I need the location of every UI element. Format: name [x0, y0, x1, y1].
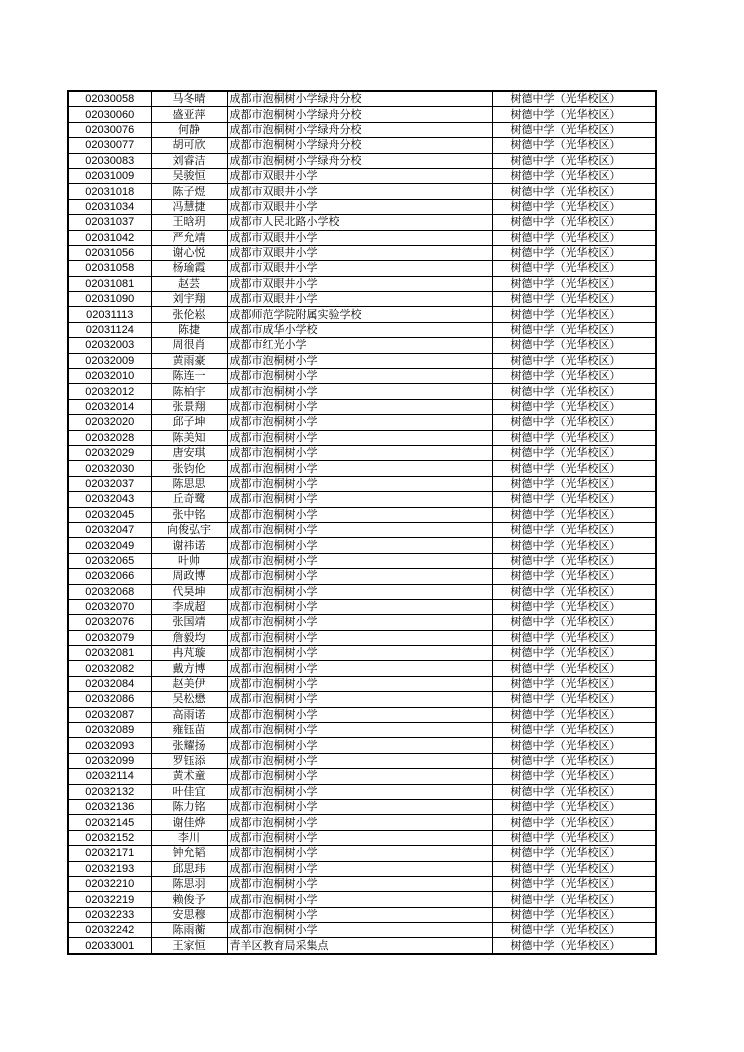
- table-row: [68, 338, 656, 353]
- destination-school-cell: 树德中学（光华校区）: [492, 230, 656, 245]
- destination-school-cell: 树德中学（光华校区）: [492, 553, 656, 568]
- destination-school-cell: 树德中学（光华校区）: [492, 876, 656, 891]
- student-name-cell: 戴方博: [151, 661, 227, 676]
- student-id-cell: 02032076: [68, 615, 151, 630]
- student-id-cell: 02032219: [68, 892, 151, 907]
- school-cell: 成都市泡桐树小学: [227, 415, 492, 430]
- destination-school-cell: 树德中学（光华校区）: [492, 322, 656, 337]
- destination-school-cell: 树德中学（光华校区）: [492, 369, 656, 384]
- destination-school-cell: 树德中学（光华校区）: [492, 738, 656, 753]
- table-row: [68, 584, 656, 599]
- destination-school-cell: 树德中学（光华校区）: [492, 138, 656, 153]
- student-id-cell: 02032086: [68, 692, 151, 707]
- school-cell: 成都市泡桐树小学: [227, 861, 492, 876]
- student-name-cell: 吴骏恒: [151, 168, 227, 183]
- student-id-cell: 02030077: [68, 138, 151, 153]
- student-name-cell: 邱子坤: [151, 415, 227, 430]
- destination-school-cell: 树德中学（光华校区）: [492, 799, 656, 814]
- school-cell: 成都市泡桐树小学: [227, 907, 492, 922]
- student-name-cell: 谢祎诺: [151, 538, 227, 553]
- student-name-cell: 冯慧捷: [151, 199, 227, 214]
- table-row: [68, 215, 656, 230]
- student-name-cell: 陈思羽: [151, 876, 227, 891]
- student-name-cell: 罗钰添: [151, 753, 227, 768]
- school-cell: 青羊区教育局采集点: [227, 938, 492, 954]
- destination-school-cell: 树德中学（光华校区）: [492, 476, 656, 491]
- student-id-cell: 02031009: [68, 168, 151, 183]
- table-row: [68, 553, 656, 568]
- school-cell: 成都市人民北路小学校: [227, 215, 492, 230]
- table-row: [68, 399, 656, 414]
- student-name-cell: 杨瑜霞: [151, 261, 227, 276]
- table-row: [68, 461, 656, 476]
- school-cell: 成都市泡桐树小学: [227, 538, 492, 553]
- student-id-cell: 02032068: [68, 584, 151, 599]
- destination-school-cell: 树德中学（光华校区）: [492, 569, 656, 584]
- student-id-cell: 02032012: [68, 384, 151, 399]
- destination-school-cell: 树德中学（光华校区）: [492, 307, 656, 322]
- school-cell: 成都市泡桐树小学: [227, 646, 492, 661]
- school-cell: 成都市双眼井小学: [227, 168, 492, 183]
- student-id-cell: 02031042: [68, 230, 151, 245]
- student-name-cell: 王晗玥: [151, 215, 227, 230]
- table-row: [68, 522, 656, 537]
- table-row: [68, 292, 656, 307]
- destination-school-cell: 树德中学（光华校区）: [492, 338, 656, 353]
- student-name-cell: 陈雨蘅: [151, 923, 227, 938]
- table-row: [68, 430, 656, 445]
- student-name-cell: 刘宇翔: [151, 292, 227, 307]
- student-name-cell: 马冬晴: [151, 91, 227, 107]
- student-name-cell: 张景翔: [151, 399, 227, 414]
- destination-school-cell: 树德中学（光华校区）: [492, 707, 656, 722]
- student-name-cell: 赵芸: [151, 276, 227, 291]
- student-name-cell: 陈子煜: [151, 184, 227, 199]
- student-name-cell: 陈力铭: [151, 799, 227, 814]
- student-id-cell: 02032210: [68, 876, 151, 891]
- student-id-cell: 02031124: [68, 322, 151, 337]
- destination-school-cell: 树德中学（光华校区）: [492, 615, 656, 630]
- destination-school-cell: 树德中学（光华校区）: [492, 676, 656, 691]
- destination-school-cell: 树德中学（光华校区）: [492, 538, 656, 553]
- table-row: [68, 723, 656, 738]
- student-name-cell: 邱思玮: [151, 861, 227, 876]
- school-cell: 成都市泡桐树小学: [227, 599, 492, 614]
- student-id-cell: 02032145: [68, 815, 151, 830]
- school-cell: 成都市泡桐树小学: [227, 522, 492, 537]
- student-id-cell: 02031037: [68, 215, 151, 230]
- table-row: [68, 122, 656, 137]
- destination-school-cell: 树德中学（光华校区）: [492, 107, 656, 122]
- destination-school-cell: 树德中学（光华校区）: [492, 168, 656, 183]
- student-id-cell: 02032242: [68, 923, 151, 938]
- table-row: [68, 276, 656, 291]
- destination-school-cell: 树德中学（光华校区）: [492, 215, 656, 230]
- table-row: [68, 907, 656, 922]
- school-cell: 成都市双眼井小学: [227, 199, 492, 214]
- student-name-cell: 冉芃璇: [151, 646, 227, 661]
- student-id-cell: 02030058: [68, 91, 151, 107]
- student-id-cell: 02030083: [68, 153, 151, 168]
- student-name-cell: 盛亚萍: [151, 107, 227, 122]
- student-id-cell: 02032082: [68, 661, 151, 676]
- table-row: [68, 107, 656, 122]
- student-id-cell: 02031018: [68, 184, 151, 199]
- student-name-cell: 胡可欣: [151, 138, 227, 153]
- student-id-cell: 02032010: [68, 369, 151, 384]
- table-row: [68, 830, 656, 845]
- school-cell: 成都市泡桐树小学: [227, 445, 492, 460]
- school-cell: 成都市泡桐树小学: [227, 615, 492, 630]
- student-name-cell: 陈捷: [151, 322, 227, 337]
- table-row: [68, 168, 656, 183]
- student-name-cell: 叶帅: [151, 553, 227, 568]
- roster-body: [68, 91, 656, 954]
- student-id-cell: 02032066: [68, 569, 151, 584]
- table-row: [68, 138, 656, 153]
- school-cell: 成都市泡桐树小学: [227, 846, 492, 861]
- destination-school-cell: 树德中学（光华校区）: [492, 861, 656, 876]
- student-id-cell: 02030076: [68, 122, 151, 137]
- destination-school-cell: 树德中学（光华校区）: [492, 630, 656, 645]
- school-cell: 成都市泡桐树小学: [227, 707, 492, 722]
- student-name-cell: 陈思思: [151, 476, 227, 491]
- school-cell: 成都市泡桐树小学: [227, 430, 492, 445]
- student-name-cell: 黄雨豪: [151, 353, 227, 368]
- school-cell: 成都市泡桐树小学: [227, 799, 492, 814]
- table-row: [68, 384, 656, 399]
- student-name-cell: 李成超: [151, 599, 227, 614]
- school-cell: 成都市双眼井小学: [227, 230, 492, 245]
- student-id-cell: 02032020: [68, 415, 151, 430]
- student-id-cell: 02032136: [68, 799, 151, 814]
- school-cell: 成都市双眼井小学: [227, 292, 492, 307]
- table-row: [68, 415, 656, 430]
- school-cell: 成都市泡桐树小学: [227, 476, 492, 491]
- table-row: [68, 861, 656, 876]
- school-cell: 成都市泡桐树小学: [227, 492, 492, 507]
- student-id-cell: 02032014: [68, 399, 151, 414]
- student-id-cell: 02032084: [68, 676, 151, 691]
- school-cell: 成都市泡桐树小学: [227, 738, 492, 753]
- student-id-cell: 02032028: [68, 430, 151, 445]
- table-row: [68, 230, 656, 245]
- destination-school-cell: 树德中学（光华校区）: [492, 184, 656, 199]
- student-name-cell: 陈美知: [151, 430, 227, 445]
- school-cell: 成都市泡桐树小学: [227, 830, 492, 845]
- student-id-cell: 02033001: [68, 938, 151, 954]
- student-name-cell: 张钧伦: [151, 461, 227, 476]
- student-id-cell: 02032045: [68, 507, 151, 522]
- table-row: [68, 799, 656, 814]
- student-name-cell: 唐安琪: [151, 445, 227, 460]
- school-cell: 成都市泡桐树小学: [227, 692, 492, 707]
- student-id-cell: 02032037: [68, 476, 151, 491]
- table-row: [68, 876, 656, 891]
- student-id-cell: 02032089: [68, 723, 151, 738]
- student-name-cell: 赖俊予: [151, 892, 227, 907]
- destination-school-cell: 树德中学（光华校区）: [492, 461, 656, 476]
- student-id-cell: 02032047: [68, 522, 151, 537]
- table-row: [68, 353, 656, 368]
- destination-school-cell: 树德中学（光华校区）: [492, 846, 656, 861]
- school-cell: 成都市双眼井小学: [227, 276, 492, 291]
- table-row: [68, 846, 656, 861]
- destination-school-cell: 树德中学（光华校区）: [492, 753, 656, 768]
- destination-school-cell: 树德中学（光华校区）: [492, 815, 656, 830]
- student-name-cell: 陈柏宇: [151, 384, 227, 399]
- table-row: [68, 646, 656, 661]
- student-id-cell: 02031034: [68, 199, 151, 214]
- student-id-cell: 02032233: [68, 907, 151, 922]
- school-cell: 成都市泡桐树小学: [227, 784, 492, 799]
- student-id-cell: 02032171: [68, 846, 151, 861]
- destination-school-cell: 树德中学（光华校区）: [492, 584, 656, 599]
- student-id-cell: 02032070: [68, 599, 151, 614]
- school-cell: 成都市泡桐树小学绿舟分校: [227, 153, 492, 168]
- table-row: [68, 615, 656, 630]
- school-cell: 成都市成华小学校: [227, 322, 492, 337]
- table-row: [68, 322, 656, 337]
- student-id-cell: 02032009: [68, 353, 151, 368]
- school-cell: 成都市泡桐树小学: [227, 676, 492, 691]
- student-name-cell: 何静: [151, 122, 227, 137]
- table-row: [68, 307, 656, 322]
- student-name-cell: 刘睿洁: [151, 153, 227, 168]
- table-row: [68, 630, 656, 645]
- school-cell: 成都市泡桐树小学: [227, 553, 492, 568]
- student-name-cell: 张伦崧: [151, 307, 227, 322]
- student-name-cell: 安思穆: [151, 907, 227, 922]
- destination-school-cell: 树德中学（光华校区）: [492, 784, 656, 799]
- table-row: [68, 245, 656, 260]
- table-row: [68, 676, 656, 691]
- destination-school-cell: 树德中学（光华校区）: [492, 522, 656, 537]
- table-row: [68, 369, 656, 384]
- student-id-cell: 02032193: [68, 861, 151, 876]
- table-row: [68, 923, 656, 938]
- student-name-cell: 谢佳烨: [151, 815, 227, 830]
- table-row: [68, 707, 656, 722]
- destination-school-cell: 树德中学（光华校区）: [492, 292, 656, 307]
- table-row: [68, 892, 656, 907]
- table-row: [68, 91, 656, 107]
- school-cell: 成都市泡桐树小学: [227, 876, 492, 891]
- student-name-cell: 张国靖: [151, 615, 227, 630]
- roster-table: [67, 90, 657, 955]
- school-cell: 成都市泡桐树小学: [227, 584, 492, 599]
- destination-school-cell: 树德中学（光华校区）: [492, 507, 656, 522]
- school-cell: 成都市泡桐树小学: [227, 753, 492, 768]
- destination-school-cell: 树德中学（光华校区）: [492, 907, 656, 922]
- destination-school-cell: 树德中学（光华校区）: [492, 692, 656, 707]
- destination-school-cell: 树德中学（光华校区）: [492, 769, 656, 784]
- student-name-cell: 丘奇鹭: [151, 492, 227, 507]
- student-name-cell: 严允靖: [151, 230, 227, 245]
- destination-school-cell: 树德中学（光华校区）: [492, 938, 656, 954]
- school-cell: 成都市泡桐树小学: [227, 399, 492, 414]
- destination-school-cell: 树德中学（光华校区）: [492, 430, 656, 445]
- table-row: [68, 753, 656, 768]
- school-cell: 成都市泡桐树小学: [227, 769, 492, 784]
- student-name-cell: 李川: [151, 830, 227, 845]
- student-name-cell: 张耀扬: [151, 738, 227, 753]
- school-cell: 成都市双眼井小学: [227, 184, 492, 199]
- student-id-cell: 02032043: [68, 492, 151, 507]
- school-cell: 成都市泡桐树小学: [227, 384, 492, 399]
- student-name-cell: 王家恒: [151, 938, 227, 954]
- table-row: [68, 599, 656, 614]
- table-row: [68, 445, 656, 460]
- table-row: [68, 815, 656, 830]
- school-cell: 成都市泡桐树小学: [227, 369, 492, 384]
- student-id-cell: 02032003: [68, 338, 151, 353]
- table-row: [68, 738, 656, 753]
- table-row: [68, 476, 656, 491]
- student-id-cell: 02032132: [68, 784, 151, 799]
- student-id-cell: 02031056: [68, 245, 151, 260]
- student-id-cell: 02031081: [68, 276, 151, 291]
- student-id-cell: 02032030: [68, 461, 151, 476]
- student-name-cell: 雍钰苗: [151, 723, 227, 738]
- destination-school-cell: 树德中学（光华校区）: [492, 353, 656, 368]
- school-cell: 成都市双眼井小学: [227, 261, 492, 276]
- destination-school-cell: 树德中学（光华校区）: [492, 923, 656, 938]
- destination-school-cell: 树德中学（光华校区）: [492, 661, 656, 676]
- destination-school-cell: 树德中学（光华校区）: [492, 153, 656, 168]
- student-name-cell: 陈连一: [151, 369, 227, 384]
- student-name-cell: 吴松懋: [151, 692, 227, 707]
- school-cell: 成都市红光小学: [227, 338, 492, 353]
- table-row: [68, 492, 656, 507]
- destination-school-cell: 树德中学（光华校区）: [492, 415, 656, 430]
- student-id-cell: 02030060: [68, 107, 151, 122]
- destination-school-cell: 树德中学（光华校区）: [492, 384, 656, 399]
- table-row: [68, 769, 656, 784]
- student-id-cell: 02031090: [68, 292, 151, 307]
- student-name-cell: 钟允韬: [151, 846, 227, 861]
- table-row: [68, 199, 656, 214]
- destination-school-cell: 树德中学（光华校区）: [492, 892, 656, 907]
- student-name-cell: 叶佳宜: [151, 784, 227, 799]
- school-cell: 成都师范学院附属实验学校: [227, 307, 492, 322]
- school-cell: 成都市泡桐树小学绿舟分校: [227, 122, 492, 137]
- table-row: [68, 784, 656, 799]
- school-cell: 成都市泡桐树小学绿舟分校: [227, 107, 492, 122]
- school-cell: 成都市泡桐树小学: [227, 892, 492, 907]
- school-cell: 成都市泡桐树小学: [227, 661, 492, 676]
- student-name-cell: 代昊坤: [151, 584, 227, 599]
- student-id-cell: 02032065: [68, 553, 151, 568]
- destination-school-cell: 树德中学（光华校区）: [492, 830, 656, 845]
- school-cell: 成都市泡桐树小学绿舟分校: [227, 138, 492, 153]
- student-name-cell: 赵美伊: [151, 676, 227, 691]
- student-id-cell: 02031113: [68, 307, 151, 322]
- table-row: [68, 538, 656, 553]
- destination-school-cell: 树德中学（光华校区）: [492, 91, 656, 107]
- student-name-cell: 周很肖: [151, 338, 227, 353]
- student-name-cell: 黄术童: [151, 769, 227, 784]
- student-id-cell: 02032099: [68, 753, 151, 768]
- destination-school-cell: 树德中学（光华校区）: [492, 199, 656, 214]
- destination-school-cell: 树德中学（光华校区）: [492, 399, 656, 414]
- destination-school-cell: 树德中学（光华校区）: [492, 445, 656, 460]
- student-name-cell: 张中铭: [151, 507, 227, 522]
- destination-school-cell: 树德中学（光华校区）: [492, 492, 656, 507]
- school-cell: 成都市泡桐树小学: [227, 353, 492, 368]
- student-id-cell: 02031058: [68, 261, 151, 276]
- student-id-cell: 02032114: [68, 769, 151, 784]
- school-cell: 成都市泡桐树小学绿舟分校: [227, 91, 492, 107]
- table-row: [68, 692, 656, 707]
- school-cell: 成都市泡桐树小学: [227, 815, 492, 830]
- student-id-cell: 02032087: [68, 707, 151, 722]
- student-id-cell: 02032093: [68, 738, 151, 753]
- table-row: [68, 507, 656, 522]
- student-name-cell: 高雨诺: [151, 707, 227, 722]
- student-name-cell: 周政博: [151, 569, 227, 584]
- school-cell: 成都市双眼井小学: [227, 245, 492, 260]
- table-row: [68, 261, 656, 276]
- school-cell: 成都市泡桐树小学: [227, 723, 492, 738]
- student-id-cell: 02032079: [68, 630, 151, 645]
- student-id-cell: 02032049: [68, 538, 151, 553]
- student-id-cell: 02032152: [68, 830, 151, 845]
- student-name-cell: 詹毅均: [151, 630, 227, 645]
- table-row: [68, 153, 656, 168]
- school-cell: 成都市泡桐树小学: [227, 569, 492, 584]
- school-cell: 成都市泡桐树小学: [227, 923, 492, 938]
- school-cell: 成都市泡桐树小学: [227, 507, 492, 522]
- destination-school-cell: 树德中学（光华校区）: [492, 276, 656, 291]
- student-name-cell: 谢心悦: [151, 245, 227, 260]
- table-row: [68, 661, 656, 676]
- destination-school-cell: 树德中学（光华校区）: [492, 599, 656, 614]
- student-name-cell: 向俊弘宇: [151, 522, 227, 537]
- school-cell: 成都市泡桐树小学: [227, 630, 492, 645]
- table-row: [68, 938, 656, 954]
- destination-school-cell: 树德中学（光华校区）: [492, 122, 656, 137]
- destination-school-cell: 树德中学（光华校区）: [492, 646, 656, 661]
- destination-school-cell: 树德中学（光华校区）: [492, 245, 656, 260]
- destination-school-cell: 树德中学（光华校区）: [492, 723, 656, 738]
- table-row: [68, 569, 656, 584]
- destination-school-cell: 树德中学（光华校区）: [492, 261, 656, 276]
- student-id-cell: 02032081: [68, 646, 151, 661]
- student-id-cell: 02032029: [68, 445, 151, 460]
- table-row: [68, 184, 656, 199]
- school-cell: 成都市泡桐树小学: [227, 461, 492, 476]
